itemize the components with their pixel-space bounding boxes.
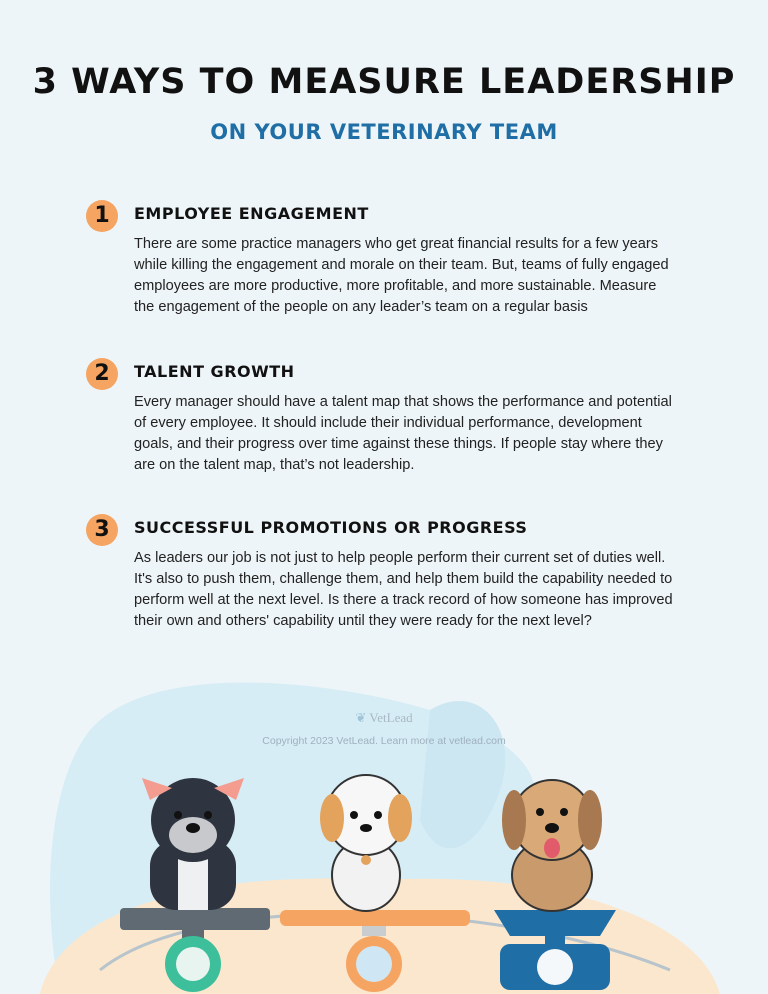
logo-mark-icon: ❦ <box>355 710 370 725</box>
number-badge: 1 <box>86 200 118 232</box>
section-body: Every manager should have a talent map that shows the performance and potential of every employee. It should include their individual performance, development goals, and their progress over time against these things. If people stay where they are on the talent map, that’s not leadership. <box>134 394 672 473</box>
vetlead-logo <box>0 710 768 726</box>
dog-beagle <box>502 780 602 911</box>
scale-right <box>494 910 616 990</box>
section-heading: EMPLOYEE ENGAGEMENT <box>134 204 369 223</box>
section-body: There are some practice managers who get great financial results for a few years while killing the engagement and morale on their team. But, teams of fully engaged employees are more productive, more profitable, and more sustainable. Measure the engagement of the people on any leader’s team on a regular basis <box>134 236 669 315</box>
page-title: 3 WAYS TO MEASURE LEADERSHIP <box>32 62 736 102</box>
number-badge: 2 <box>86 358 118 390</box>
copyright-text: Copyright 2023 VetLead. Learn more at vetlead.com <box>262 735 506 747</box>
logo-text: VetLead <box>369 710 413 725</box>
number-badge: 3 <box>86 514 118 546</box>
section-heading: TALENT GROWTH <box>134 362 295 381</box>
section-body: As leaders our job is not just to help people perform their current set of duties well. It's also to push them, challenge them, and help them build the capability needed to perform well at the next level. Is there a track record of how someone has improved their own and others' capability until they were ready for the next level? <box>134 550 673 629</box>
page-subtitle: ON YOUR VETERINARY TEAM <box>210 120 558 144</box>
section-heading: SUCCESSFUL PROMOTIONS OR PROGRESS <box>134 518 528 537</box>
